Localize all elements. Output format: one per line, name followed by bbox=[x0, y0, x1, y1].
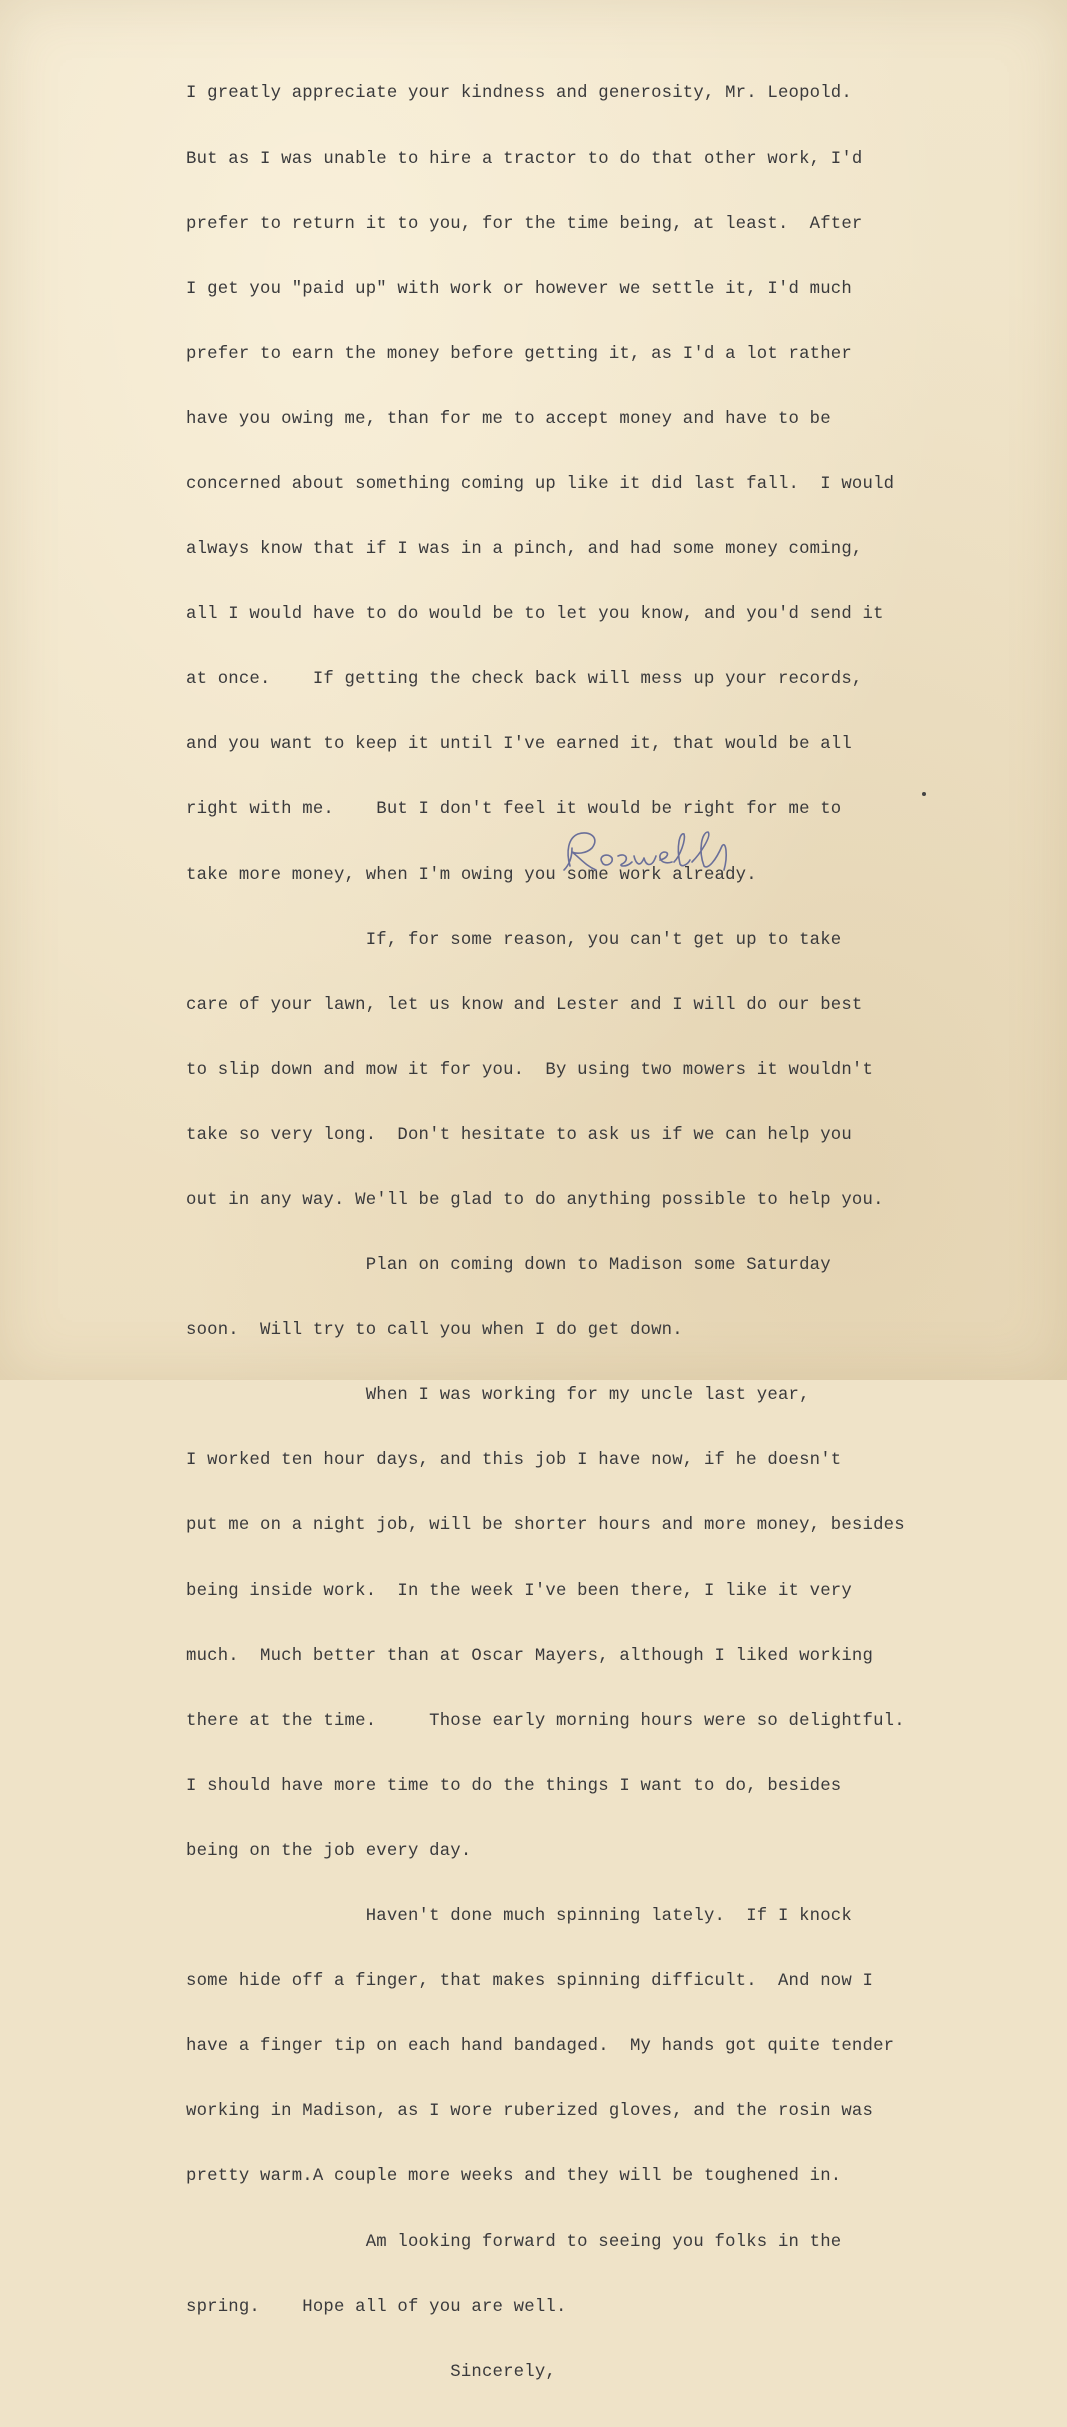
letter-line: Haven't done much spinning lately. If I knock bbox=[186, 1907, 852, 1927]
letter-line: take so very long. Don't hesitate to ask us if we can help you bbox=[186, 1125, 852, 1145]
letter-line: being inside work. In the week I've been there, I like it very bbox=[186, 1581, 852, 1601]
letter-line: Am looking forward to seeing you folks in the bbox=[186, 2232, 842, 2252]
letter-line: pretty warm.A couple more weeks and they will be toughened in. bbox=[186, 2167, 842, 2187]
letter-line: have a finger tip on each hand bandaged. My hands got quite tender bbox=[186, 2037, 895, 2057]
letter-line: at once. If getting the check back will mess up your records, bbox=[186, 670, 863, 690]
letter-line: I worked ten hour days, and this job I have now, if he doesn't bbox=[186, 1451, 842, 1471]
ink-speck bbox=[922, 792, 926, 796]
letter-line: there at the time. Those early morning hours were so delightful. bbox=[186, 1711, 905, 1731]
letter-line: put me on a night job, will be shorter hours and more money, besides bbox=[186, 1516, 905, 1536]
letter-line: spring. Hope all of you are well. bbox=[186, 2297, 567, 2317]
letter-line: right with me. But I don't feel it would be right for me to bbox=[186, 800, 842, 820]
letter-line: some hide off a finger, that makes spinning difficult. And now I bbox=[186, 1972, 874, 1992]
letter-line: If, for some reason, you can't get up to take bbox=[186, 930, 842, 950]
letter-line: much. Much better than at Oscar Mayers, although I liked working bbox=[186, 1646, 874, 1666]
letter-line: I should have more time to do the things I want to do, besides bbox=[186, 1776, 842, 1796]
letter-line: always know that if I was in a pinch, and had some money coming, bbox=[186, 540, 863, 560]
letter-line: working in Madison, as I wore ruberized gloves, and the rosin was bbox=[186, 2102, 874, 2122]
letter-line: I get you "paid up" with work or however we settle it, I'd much bbox=[186, 279, 852, 299]
letter-line: I greatly appreciate your kindness and generosity, Mr. Leopold. bbox=[186, 84, 852, 104]
letter-line: have you owing me, than for me to accept money and have to be bbox=[186, 409, 831, 429]
letter-line: to slip down and mow it for you. By using two mowers it wouldn't bbox=[186, 1060, 874, 1080]
letter-line: being on the job every day. bbox=[186, 1841, 472, 1861]
signature-roswell bbox=[556, 826, 786, 886]
letter-line: Plan on coming down to Madison some Saturday bbox=[186, 1256, 831, 1276]
letter-line: concerned about something coming up like it did last fall. I would bbox=[186, 474, 895, 494]
letter-line: But as I was unable to hire a tractor to do that other work, I'd bbox=[186, 149, 863, 169]
letter-line: out in any way. We'll be glad to do anything possible to help you. bbox=[186, 1191, 884, 1210]
letter-line: When I was working for my uncle last year, bbox=[186, 1386, 810, 1406]
letter-line: all I would have to do would be to let you know, and you'd send it bbox=[186, 605, 884, 625]
letter-body bbox=[186, 40, 1056, 2427]
letter-line: take more money, when I'm owing you some work already. bbox=[186, 865, 757, 885]
letter-line: soon. Will try to call you when I do get down. bbox=[186, 1321, 683, 1341]
closing-sincerely: Sincerely, bbox=[186, 2362, 556, 2382]
letter-line: care of your lawn, let us know and Lester and I will do our best bbox=[186, 995, 863, 1015]
letter-line: and you want to keep it until I've earned it, that would be all bbox=[186, 735, 852, 755]
letter-line: prefer to return it to you, for the time being, at least. After bbox=[186, 214, 863, 234]
letter-line: prefer to earn the money before getting it, as I'd a lot rather bbox=[186, 344, 852, 364]
